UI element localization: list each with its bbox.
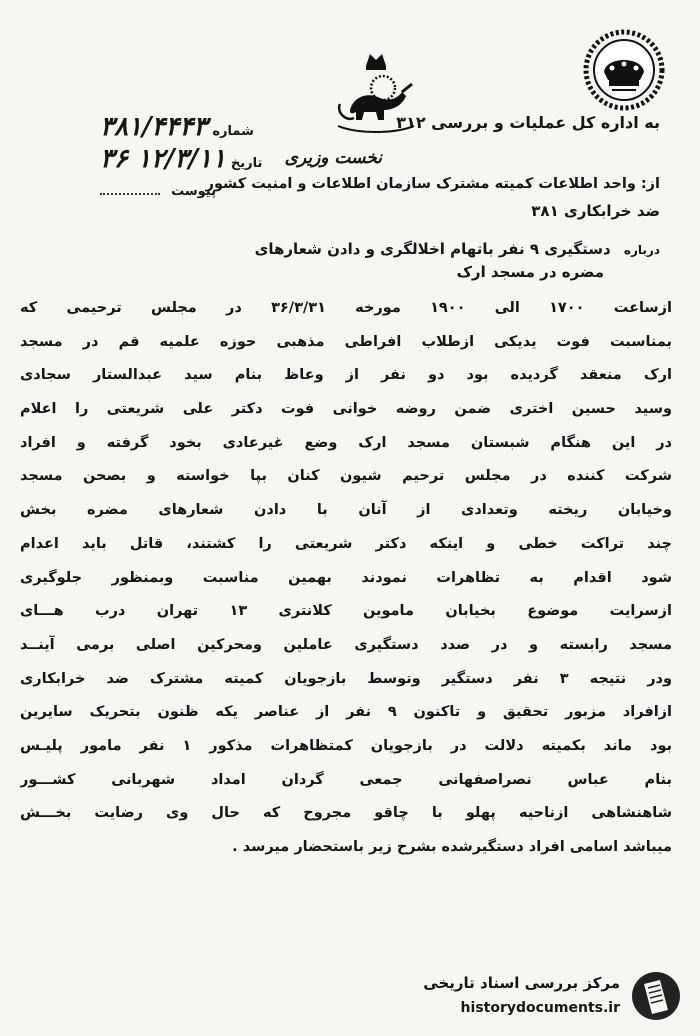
number-value: ۳۸۱/۴۴۴۳ [100,112,208,142]
body-line: وخیابان ریخته وتعدادی از آنان با دادن شعارهای مضره بخش [20,502,672,519]
subject-text: دستگیری ۹ نفر باتهام اخلالگری و دادن شعارهای [254,240,611,258]
subject-label: درباره [623,243,660,257]
archive-logo-icon [630,970,682,1022]
body-line: مسجد رابسته و در صدد دستگیری عاملین ومحرکین اصلی برمی آینــد [20,636,672,653]
letter-body [20,292,672,865]
body-line: ودر نتیجه ۳ نفر دستگیر وتوسط بازجویان کمیته مشترک ضد خرابکاری [20,670,672,687]
document-attachment [100,180,216,199]
body-line: شود اقدام به تظاهرات نمودند بهمین مناسبت وبمنظور جلوگیری [20,569,672,586]
document-number [100,112,254,142]
body-line: ازافراد مزبور تحقیق و تاکنون ۹ نفر از عناصر یکه ظنون بتحریک سایرین [20,704,672,721]
archive-website: historydocuments.ir [460,1000,620,1016]
date-value: ۱۲/۳/۱۱ ۳۶ [100,144,226,174]
subject-line [255,240,660,258]
body-line: بمناسبت فوت یدیکی ازطلاب افراطی مذهبی حوزه علمیه قم در مسجد [20,333,672,350]
document-date [100,144,262,174]
number-label: شماره [212,124,254,139]
royal-seal-icon [582,28,666,112]
body-line: ارک منعقد گردیده بود دو نفر از وعاظ بنام سید عبدالستار سجادی [20,367,672,384]
date-label: تاریخ [230,156,263,171]
body-line: در این هنگام شبستان مسجد ارک وضع غیرعادی بخود گرفته و افراد [20,434,672,451]
body-line: شرکت کننده در مجلس ترحیم شیون کنان بپا خواسته و بصحن مسجد [20,468,672,485]
body-line: ازسرایت موضوع بخیابان ماموین کلانتری ۱۳ تهران درب هـــای [20,603,672,620]
body-line: شاهنشاهی ازناحیه پهلو با چاقو مجروح که حال وی رضایت بخـــش [20,805,672,822]
subject-line-2: مضره در مسجد ارک [456,263,604,281]
sender-unit: ضد خرابکاری ۳۸۱ [531,202,660,220]
body-line: میباشد اسامی افراد دستگیرشده بشرح زیر باستحضار میرسد . [232,839,672,855]
body-line: بود ماند بکمیته دلالت در بازجویان کمتظاهرات مذکور ۱ نفر مامور پلیـس [20,737,672,754]
addressee-line: به اداره کل عملیات و بررسی ۳۱۲ [396,113,660,132]
attachment-label: پیوست [171,184,216,199]
body-line: ازساعت ۱۷۰۰ الی ۱۹۰۰ مورخه ۳۶/۳/۳۱ در مجلس ترحیمی که [20,300,672,316]
body-line: چند تراکت خطی و اینکه دکتر شریعتی را کشتند، قاتل باید اعدام [20,535,672,552]
archive-name: مرکز بررسی اسناد تاریخی [423,974,620,992]
body-line: بنام عباس نصراصفهانی جمعی گردان امداد شهربانی کشـــور [20,771,672,788]
body-line: وسید حسین اختری ضمن روضه خوانی فوت دکتر علی شریعتی را اعلام [20,401,672,418]
archive-watermark [412,968,682,1026]
sender-line: از: واحد اطلاعات کمیته مشترک سازمان اطلاعات و امنیت کشور [205,176,660,192]
ministry-heading: نخست وزیری [284,148,382,168]
attachment-blank [100,193,160,195]
